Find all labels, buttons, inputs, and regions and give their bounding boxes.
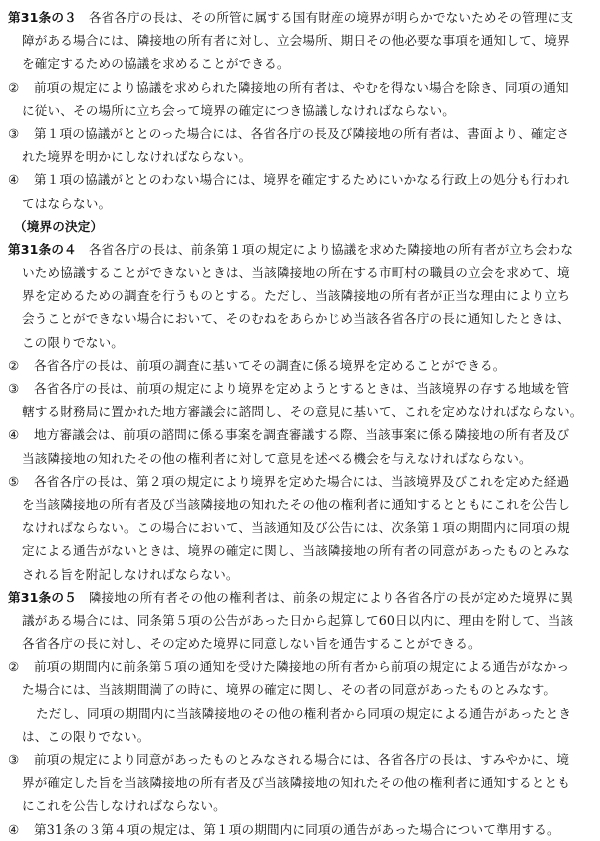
article-31-4-line-4: 会うことができない場合において、そのむねをあらかじめ当該各省各庁の長に通知したときは、 bbox=[22, 311, 570, 327]
paragraph-4: ④ 第１項の協議がととのわない場合には、境界を確定するためにいかなる行政上の処分も行われ bbox=[8, 168, 592, 191]
article-31-5-line-3: 各省各庁の長に対し、その定めた境界に同意しない旨を通告することができる。 bbox=[22, 636, 481, 652]
paragraph-4-line: 当該隣接地の知れたその他の権利者に対して意見を述べる機会を与えなければならない。 bbox=[22, 450, 532, 466]
paragraph-2: ② 前項の期間内に前条第５項の通知を受けた隣接地の所有者から前項の規定による通告がなかっ bbox=[8, 655, 592, 678]
paragraph-2-line: は、この限りでない。 bbox=[22, 728, 150, 744]
paragraph-5-line: 定による通告がないときは、境界の確定に関し、当該隣接地の所有者の同意があったものとみな bbox=[22, 543, 570, 559]
paragraph-number: ③ bbox=[8, 752, 20, 767]
paragraph-5: ⑤ 各省各庁の長は、第２項の規定により境界を定めた場合には、当該境界及びこれを定めた経過 bbox=[8, 470, 592, 493]
paragraph-4: ④ 地方審議会は、前項の諮問に係る事案を調査審議する際、当該事案に係る隣接地の所有者及び bbox=[8, 423, 592, 446]
paragraph-number: ② bbox=[8, 357, 20, 373]
paragraph-number: ④ bbox=[8, 821, 20, 837]
paragraph-number: ④ bbox=[8, 172, 20, 188]
article-label: 第31条の３ bbox=[8, 10, 77, 25]
paragraph-2-line: た場合には、当該期間満了の時に、境界の確定に関し、その者の同意があったものとみなす。 bbox=[22, 682, 557, 698]
paragraph-2-line: に従い、その場所に立ち会って境界の確定につき協議しなければならない。 bbox=[22, 102, 456, 118]
paragraph-3-line: にこれを公告しなければならない。 bbox=[22, 798, 226, 814]
article-31-5-line-2: 議がある場合には、同条第５項の公告があった日から起算して60日以内に、理由を附して、当該 bbox=[22, 612, 574, 628]
paragraph-3-line: 界が確定した旨を当該隣接地の所有者及び当該隣接地の知れたその他の権利者に通知するととも bbox=[22, 775, 570, 791]
paragraph-number: ④ bbox=[8, 427, 20, 443]
paragraph-5-line: を当該隣接地の所有者及び当該隣接地の知れたその他の権利者に通知するとともにこれを公告し bbox=[22, 496, 570, 512]
article-31-5-line-1: 第31条の５ 隣接地の所有者その他の権利者は、前条の規定により各省各庁の長が定めた境界に異 bbox=[8, 589, 574, 605]
paragraph-2: ② 前項の規定により協議を求められた隣接地の所有者は、やむを得ない場合を除き、同項の通知 bbox=[8, 76, 592, 99]
paragraph-5-line: なければならない。この場合において、当該通知及び公告には、次条第１項の期間内に同項の規 bbox=[22, 520, 570, 536]
paragraph-number: ③ bbox=[8, 381, 20, 396]
article-31-4-line-5: この限りでない。 bbox=[22, 334, 124, 350]
paragraph-2: ② 各省各庁の長は、前項の調査に基いてその調査に係る境界を定めることができる。 bbox=[8, 354, 592, 377]
paragraph-3: ③ 各省各庁の長は、前項の規定により境界を定めようとするときは、当該境界の存する地域を管 bbox=[8, 377, 592, 400]
paragraph-number: ③ bbox=[8, 125, 20, 141]
paragraph-2-proviso: ただし、同項の期間内に当該隣接地のその他の権利者から同項の規定による通告があったとき bbox=[36, 705, 572, 721]
article-31-3-line-3: を確定するための協議を求めることができる。 bbox=[22, 56, 290, 72]
paragraph-3: ③ 第１項の協議がととのった場合には、各省各庁の長及び隣接地の所有者は、書面より、確定さ bbox=[8, 122, 592, 145]
article-label: 第31条の５ bbox=[8, 589, 77, 605]
paragraph-3-line: れた境界を明かにしなければならない。 bbox=[22, 149, 252, 165]
article-31-4-line-2: いため協議することができないときは、当該隣接地の所在する市町村の職員の立会を求めて、境 bbox=[22, 265, 570, 281]
paragraph-number: ⑤ bbox=[8, 473, 20, 489]
article-31-4-line-3: 界を定めるための調査を行うものとする。ただし、当該隣接地の所有者が正当な理由により立ち bbox=[22, 288, 570, 304]
paragraph-4: ④ 第31条の３第４項の規定は、第１項の期間内に同項の通告があった場合について準用する。 bbox=[8, 818, 592, 841]
article-31-3-line-2: 障がある場合には、隣接地の所有者に対し、立会場所、期日その他必要な事項を通知して、境界 bbox=[22, 33, 570, 49]
paragraph-3-line: 轄する財務局に置かれた地方審議会に諮問し、その意見に基いて、これを定めなければならない。 bbox=[22, 404, 583, 420]
paragraph-3: ③ 前項の規定により同意があったものとみなされる場合には、各省各庁の長は、すみやかに、境 bbox=[8, 748, 592, 771]
paragraph-number: ② bbox=[8, 79, 20, 95]
section-heading: （境界の決定） bbox=[14, 218, 104, 234]
article-31-3-line-1: 第31条の３ 各省各庁の長は、その所管に属する国有財産の境界が明らかでないためその管理に支 bbox=[8, 10, 574, 25]
article-31-4-line-1: 第31条の４ 各省各庁の長は、前条第１項の規定により協議を求めた隣接地の所有者が立ち会わな bbox=[8, 241, 574, 257]
article-label: 第31条の４ bbox=[8, 241, 77, 257]
paragraph-5-line: される旨を附記しなければならない。 bbox=[22, 566, 239, 582]
paragraph-number: ② bbox=[8, 659, 20, 675]
paragraph-4-line: てはならない。 bbox=[22, 195, 112, 211]
